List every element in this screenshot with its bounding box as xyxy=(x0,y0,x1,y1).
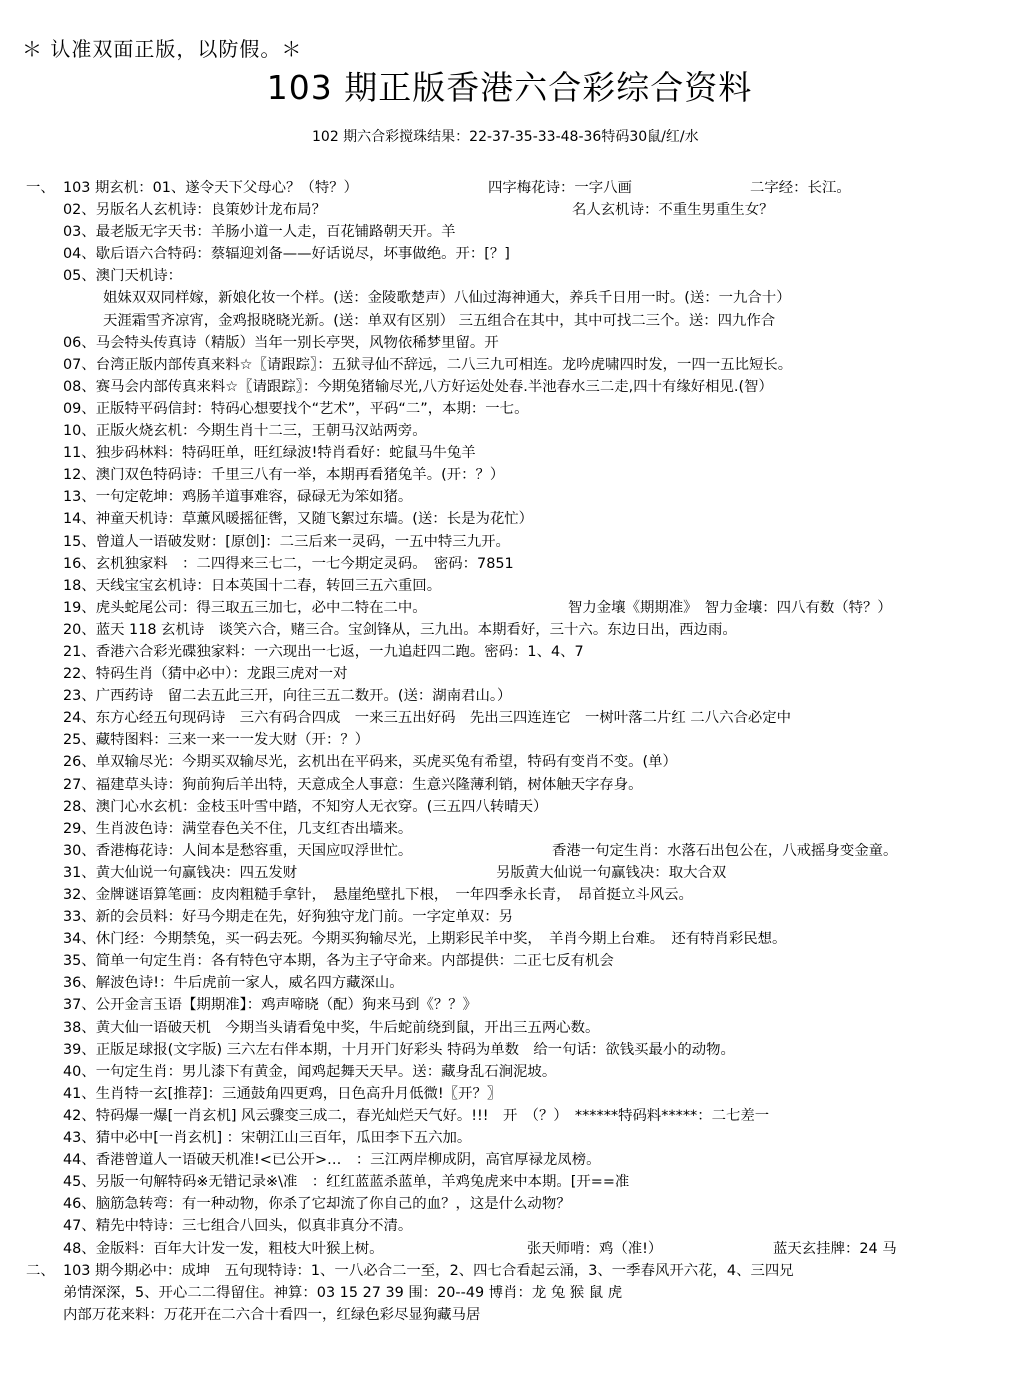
list-item xyxy=(0,1171,1019,1193)
item-text: 28、澳门心水玄机：金枝玉叶雪中踏，不知穷人无衣穿。(三五四八转晴天） xyxy=(63,798,548,815)
item-extra: 二字经：长江。 xyxy=(750,180,851,196)
list-item xyxy=(0,796,1019,818)
item-text: 48、金版料：百年大计发一发，粗枝大叶猴上树。 xyxy=(63,1240,384,1257)
item-text: 21、香港六合彩光碟独家料：一六现出一七返，一九追赶四二跑。密码：1、4、7 xyxy=(63,643,584,660)
item-text: 天涯霜雪齐凉宵，金鸡报晓晓光新。(送：单双有区别） 三五组合在其中，其中可找二三个。送：四九作合 xyxy=(103,312,776,329)
list-item xyxy=(0,310,1019,332)
items-list xyxy=(0,177,1019,1326)
list-item xyxy=(0,818,1019,840)
item-text: 30、香港梅花诗：人间本是愁容重，天国应叹浮世忙。 xyxy=(63,842,413,859)
item-text: 12、澳门双色特码诗：千里三八有一举，本期再看猪兔羊。(开：？） xyxy=(63,467,505,484)
item-text: 44、香港曾道人一语破天机准!<已公开>… ：三江两岸柳成阴，高官厚禄龙凤榜。 xyxy=(63,1152,601,1169)
item-text: 13、一句定乾坤：鸡肠羊道事难容，碌碌无为笨如猪。 xyxy=(63,489,413,506)
item-text: 内部万花来料：万花开在二六合十看四一，红绿色彩尽显狗藏马居 xyxy=(63,1306,481,1323)
list-item xyxy=(0,1238,1019,1260)
list-item xyxy=(0,221,1019,243)
item-extra: 张天师啃：鸡（准!） xyxy=(527,1240,663,1257)
list-item xyxy=(0,575,1019,597)
list-item xyxy=(0,486,1019,508)
list-item xyxy=(0,707,1019,729)
item-extra: 名人玄机诗：不重生男重生女？ xyxy=(572,202,774,219)
list-item xyxy=(0,994,1019,1016)
draw-result: 102 期六合彩搅珠结果：22-37-35-33-48-36特码30鼠/红/水 xyxy=(312,129,699,145)
list-item xyxy=(0,199,1019,221)
list-item xyxy=(0,1260,1019,1282)
item-text: 22、特码生肖（猜中必中）：龙跟三虎对一对 xyxy=(63,666,348,683)
list-item xyxy=(0,531,1019,553)
item-text: 03、最老版无字天书：羊肠小道一人走，百花铺路朝天开。羊 xyxy=(63,224,456,241)
list-item xyxy=(0,928,1019,950)
item-text: 32、金牌谜语算笔画：皮肉粗糙手拿针， 悬崖绝壁扎下根， 一年四季永长青， 昂首挺立斗风云。 xyxy=(63,887,693,903)
item-text: 39、正版足球报(文字版) 三六左右伴本期，十月开门好彩头 特码为单数 给一句话：欲钱买最小的动物。 xyxy=(63,1041,735,1058)
list-item xyxy=(0,442,1019,464)
item-text: 29、生肖波色诗：满堂春色关不住，几支红杏出墙来。 xyxy=(63,820,413,837)
item-text: 姐妹双双同样嫁，新娘化妆一个样。(送：金陵歌楚声）八仙过海神通大，养兵千日用一时。(送：一九合十） xyxy=(103,290,791,307)
item-text: 19、虎头蛇尾公司：得三取五三加七，必中二特在二中。 xyxy=(63,599,427,616)
list-item xyxy=(0,553,1019,575)
item-extra: 智力金壤《期期准》 智力金壤：四八有数（特？） xyxy=(568,599,892,616)
item-extra: 蓝天玄挂牌：24 马 xyxy=(773,1240,897,1257)
item-text: 20、蓝天 118 玄机诗 谈笑六合，赌三合。宝剑锋从，三九出。本期看好，三十六。东边日出，西边雨。 xyxy=(63,621,737,638)
item-text: 24、东方心经五句现码诗 三六有码合四成 一来三五出好码 先出三四连连它 一树叶落二片红 二八六合必定中 xyxy=(63,710,792,727)
item-text: 14、神童天机诗：草薰风暖摇征辔，又随飞絮过东墙。(送：长是为花忙） xyxy=(63,511,534,528)
list-item xyxy=(0,1304,1019,1326)
list-item xyxy=(0,464,1019,486)
item-text: 23、广西药诗 留二去五此三开，向往三五二数开。(送：湖南君山。） xyxy=(63,688,512,705)
list-item xyxy=(0,1193,1019,1215)
item-text: 103 期今期必中：成坤 五句现特诗：1、一八必合二一至，2、四七合看起云涌，3、一季春风开六花，4、三四兄 xyxy=(63,1262,794,1279)
list-item xyxy=(0,1215,1019,1237)
item-text: 15、曾道人一语破发财：[原创]：二三后来一灵码，一五中特三九开。 xyxy=(63,533,510,550)
item-text: 02、另版名人玄机诗：良策妙计龙布局？ xyxy=(63,202,326,219)
item-text: 04、歇后语六合特码：蔡辐迎刘备——好话说尽，坏事做绝。开：[？] xyxy=(63,246,510,263)
item-text: 37、公开金言玉语【期期准】：鸡声啼晓（配）狗来马到《？？》 xyxy=(63,997,478,1014)
item-text: 33、新的会员料：好马今期走在先，好狗独守龙门前。一字定单双：另 xyxy=(63,909,514,926)
item-text: 07、台湾正版内部传真来料☆〖请跟踪〗：五狱寻仙不辞远，二八三九可相连。龙吟虎啸四时发，一四一五比短长。 xyxy=(63,356,793,373)
list-item xyxy=(0,597,1019,619)
item-text: 26、单双输尽光：今期买双输尽光，玄机出在平码来，买虎买兔有希望，特码有变肖不变。(单） xyxy=(63,754,677,771)
list-item xyxy=(0,420,1019,442)
list-item xyxy=(0,332,1019,354)
list-item xyxy=(0,398,1019,420)
list-item xyxy=(0,774,1019,796)
list-item xyxy=(0,663,1019,685)
list-item xyxy=(0,287,1019,309)
item-text: 45、另版一句解特码※无错记录※\准 ：红红蓝蓝杀蓝单，羊鸡兔虎来中本期。[开==准 xyxy=(63,1174,630,1191)
item-text: 10、正版火烧玄机：今期生肖十二三，王朝马汉站两旁。 xyxy=(63,423,427,440)
list-item xyxy=(0,508,1019,530)
item-text: 11、独步码林料：特码旺单，旺红绿波!特肖看好：蛇鼠马牛兔羊 xyxy=(63,445,476,462)
item-text: 08、赛马会内部传真来料☆〖请跟踪〗：今期兔猪输尽光,八方好运处处春.半池春水三二走,四十有缘好相见.(智） xyxy=(63,378,773,395)
list-item xyxy=(0,1282,1019,1304)
item-text: 43、猜中必中[一肖玄机] ：宋朝江山三百年，瓜田李下五六加。 xyxy=(63,1130,472,1147)
list-item xyxy=(0,751,1019,773)
list-item xyxy=(0,950,1019,972)
item-text: 05、澳门天机诗： xyxy=(63,268,183,285)
list-item xyxy=(0,685,1019,707)
item-text: 27、福建草头诗：狗前狗后羊出特，天意成全人事意：生意兴隆薄利销，树体触天字存身。 xyxy=(63,776,643,793)
item-text: 31、黄大仙说一句赢钱决：四五发财 xyxy=(63,864,298,881)
page-title: 103 期正版香港六合彩综合资料 xyxy=(266,68,753,107)
item-text: 38、黄大仙一语破天机 今期当头请看兔中奖，牛后蛇前绕到鼠，开出三五两心数。 xyxy=(63,1019,600,1036)
list-item xyxy=(0,1083,1019,1105)
item-text: 16、玄机独家料 ：二四得来三七二，一七今期定灵码。 密码：7851 xyxy=(63,555,514,572)
list-item xyxy=(0,840,1019,862)
item-text: 46、脑筋急转弯：有一种动物，你杀了它却流了你自己的血？，这是什么动物？ xyxy=(63,1196,571,1213)
list-item xyxy=(0,1061,1019,1083)
list-item xyxy=(0,1105,1019,1127)
list-item xyxy=(0,376,1019,398)
list-item xyxy=(0,862,1019,884)
list-item xyxy=(0,354,1019,376)
item-text: 41、生肖特一玄[推荐]：三通鼓角四更鸡，日色高升月低微!〖开？〗 xyxy=(63,1085,502,1102)
item-text: 弟情深深，5、开心二二得留住。神算：03 15 27 39 围：20--49 博肖：龙 兔 猴 鼠 虎 xyxy=(63,1284,623,1301)
list-item xyxy=(0,1017,1019,1039)
item-text: 42、特码爆一爆[一肖玄机] 风云骤变三成二，春光灿烂天气好。!!! 开 （？） ******特码料*****：二七差一 xyxy=(63,1107,770,1124)
item-text: 36、解波色诗!：牛后虎前一家人，威名四方藏深山。 xyxy=(63,975,404,992)
list-item xyxy=(0,177,1019,199)
list-item xyxy=(0,641,1019,663)
item-text: 25、藏特图料：三来一来一一发大财（开：？） xyxy=(63,732,370,749)
item-text: 09、正版特平码信封：特码心想要找个“艺术”，平码“二”，本期：一七。 xyxy=(63,400,529,417)
list-item xyxy=(0,619,1019,641)
item-text: 103 期玄机：01、遂令天下父母心？（特？） xyxy=(63,180,358,196)
list-item xyxy=(0,906,1019,928)
list-item xyxy=(0,729,1019,751)
item-extra: 另版黄大仙说一句赢钱决：取大合双 xyxy=(496,864,727,881)
anti-counterfeit-notice: ＊ 认准双面正版，以防假。＊ xyxy=(22,37,303,61)
section-label: 一、 xyxy=(26,180,55,196)
list-item xyxy=(0,884,1019,906)
list-item xyxy=(0,265,1019,287)
item-extra: 香港一句定生肖：水落石出包公在，八戒摇身变金童。 xyxy=(552,842,898,859)
list-item xyxy=(0,1039,1019,1061)
item-text: 18、天线宝宝玄机诗：日本英国十二春，转回三五六重回。 xyxy=(63,577,442,594)
item-text: 40、一句定生肖：男儿漆下有黄金，闻鸡起舞天天早。送：藏身乱石涧泥坡。 xyxy=(63,1063,557,1080)
section-label: 二、 xyxy=(26,1262,55,1279)
item-text: 47、精先中特诗：三七组合八回头，似真非真分不清。 xyxy=(63,1218,413,1235)
list-item xyxy=(0,1127,1019,1149)
item-text: 06、马会特头传真诗（精版）当年一别长亭哭，风物依稀梦里留。开 xyxy=(63,334,499,351)
item-extra: 四字梅花诗：一字八画 xyxy=(488,180,632,196)
list-item xyxy=(0,1149,1019,1171)
list-item xyxy=(0,972,1019,994)
list-item xyxy=(0,243,1019,265)
item-text: 34、休门经：今期禁兔，买一码去死。今期买狗输尽光，上期彩民羊中奖， 羊肖今期上台难。 还有特肖彩民想。 xyxy=(63,931,787,948)
item-text: 35、简单一句定生肖：各有特色守本期，各为主子守命来。内部提供：二正七反有机会 xyxy=(63,953,614,970)
